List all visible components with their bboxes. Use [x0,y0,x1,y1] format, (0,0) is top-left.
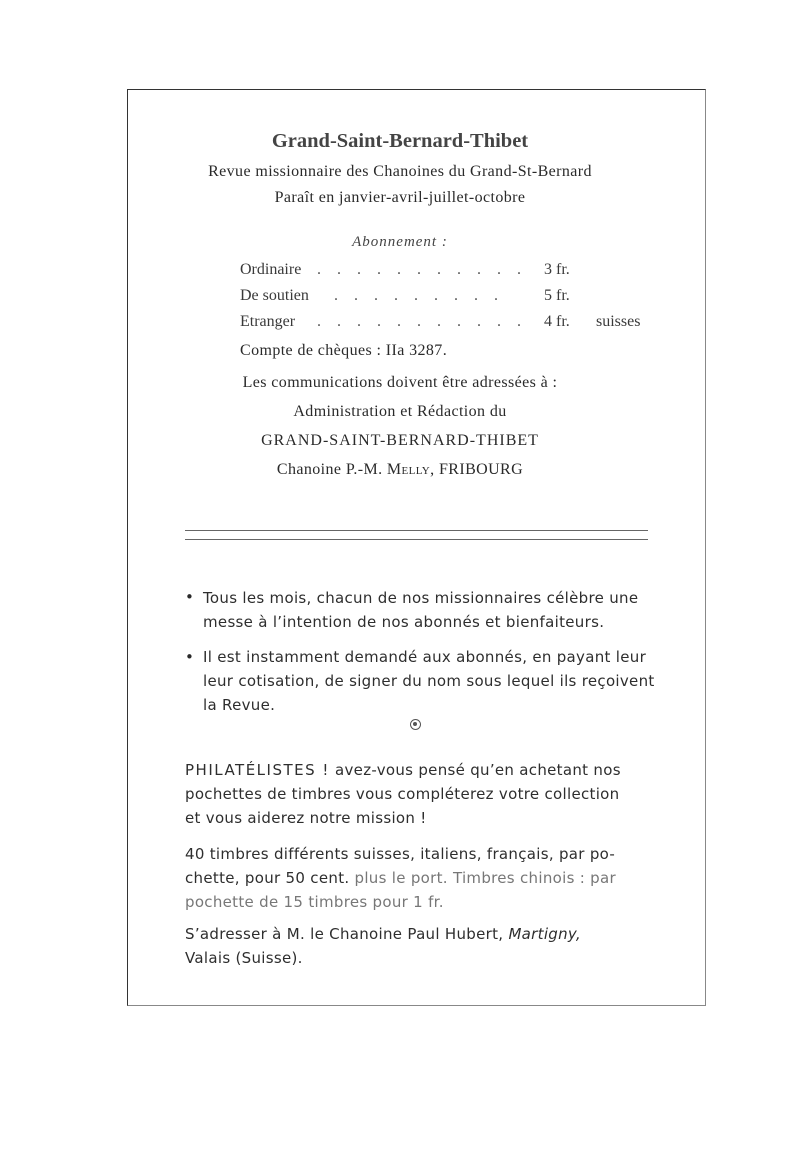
text-line: Il est instamment demandé aux abonnés, en payant leur [203,648,647,666]
rate-price: 3 fr. [544,261,570,278]
notice-paragraph [203,645,655,717]
philately-lead: PHILATÉLISTES ! [185,761,330,779]
text-span: plus le port. Timbres chinois : par [354,869,616,887]
text-line [185,866,616,890]
notice-paragraph [203,586,638,634]
text-line: la Revue. [203,696,276,714]
text-line [185,922,581,946]
contact-intro: Les communications doivent être adressées à : [242,374,558,391]
text-line: 40 timbres différents suisses, italiens, français, par po- [185,845,616,863]
text-line [185,758,621,782]
text-span: S’adresser à M. le Chanoine Paul Hubert, [185,925,504,943]
text-span: Martigny, [508,925,581,943]
contact-person [0,461,800,479]
journal-name: GRAND-SAINT-BERNARD-THIBET [261,432,539,449]
page-title: Grand-Saint-Bernard-Thibet [271,130,529,152]
divider-top [185,530,648,531]
text-span: chette, pour 50 cent. [185,869,350,887]
rate-label: Ordinaire [240,261,302,278]
subscription-heading: Abonnement : [352,234,448,250]
text-line: pochettes de timbres vous compléterez votre collection [185,785,620,803]
text-line: leur cotisation, de signer du nom sous lequel ils reçoivent [203,672,655,690]
person-name: Melly, [386,461,435,478]
stamp-offer-paragraph [185,842,616,914]
ornament-icon [410,719,421,730]
philately-paragraph [185,758,621,830]
text-span: avez-vous pensé qu’en achetant nos [335,761,621,779]
person-prefix: Chanoine P.-M. [276,461,383,478]
bullet-dot: • [185,588,194,606]
subtitle: Revue missionnaire des Chanoines du Grand-St-Bernard [208,163,592,180]
leader-dots: . . . . . . . . . [334,287,504,304]
text-line: pochette de 15 timbres pour 1 fr. [185,893,444,911]
address-paragraph [185,922,581,970]
divider-bottom [185,539,648,540]
bullet-dot: • [185,648,194,666]
rate-label: De soutien [240,287,309,304]
text-line: et vous aiderez notre mission ! [185,809,427,827]
cheque-account: Compte de chèques : IIa 3287. [240,342,448,359]
rate-price: 5 fr. [544,287,570,304]
text-line: messe à l’intention de nos abonnés et bienfaiteurs. [203,613,605,631]
text-line: Tous les mois, chacun de nos missionnaires célèbre une [203,589,639,607]
rate-price: 4 fr. [544,313,570,330]
rate-label: Etranger [240,313,296,330]
rate-suffix: suisses [596,313,641,330]
leader-dots: . . . . . . . . . . . [317,313,527,330]
leader-dots: . . . . . . . . . . . [317,261,527,278]
contact-city: FRIBOURG [438,461,524,478]
contact-office: Administration et Rédaction du [293,403,507,420]
text-line: Valais (Suisse). [185,949,303,967]
publication-schedule: Paraît en janvier-avril-juillet-octobre [274,189,526,206]
